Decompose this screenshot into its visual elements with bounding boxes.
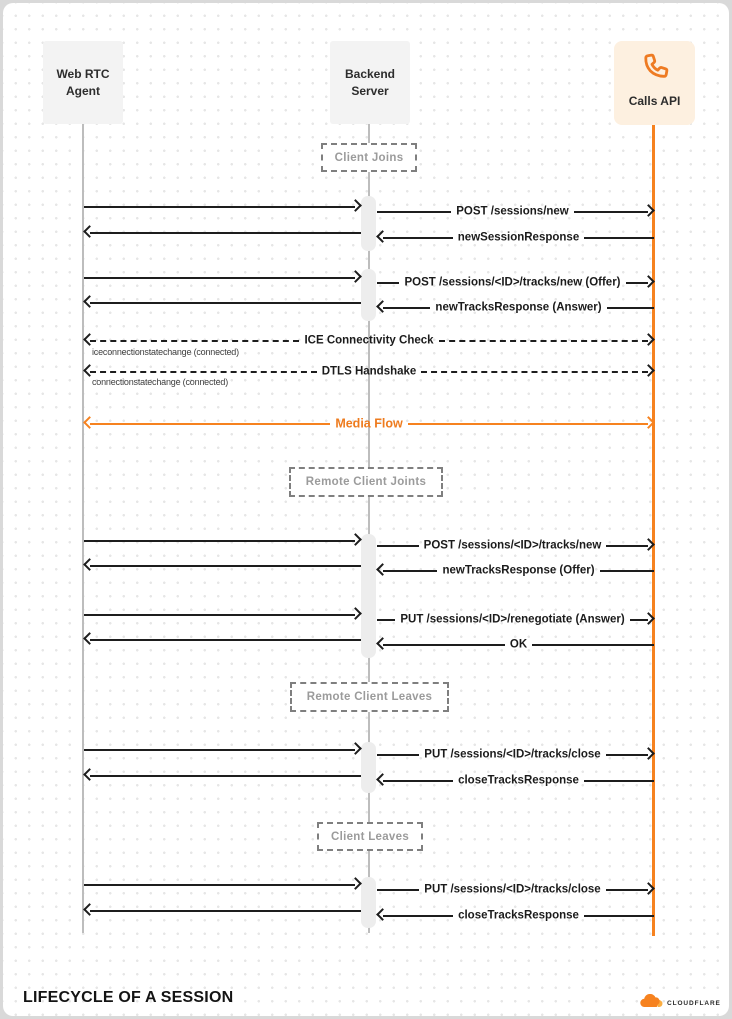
arrow-backend-to-web: [84, 632, 361, 648]
arrowhead-left-icon: [83, 416, 96, 429]
arrowhead-left-icon: [83, 632, 96, 645]
phase-label: Client Leaves: [330, 830, 410, 843]
message-label: POST /sessions/new: [456, 205, 569, 218]
phase-remote-client-leaves: [290, 682, 449, 712]
actor-label: Calls API: [628, 94, 681, 109]
arrow-post-tracks-new: [377, 538, 654, 554]
arrow-web-to-backend: [84, 533, 361, 549]
message-label: PUT /sessions/<ID>/renegotiate (Answer): [400, 613, 625, 626]
activation-bar: [361, 534, 376, 658]
message-label: ICE Connectivity Check: [304, 334, 434, 347]
phase-client-leaves: [317, 822, 423, 851]
activation-bar: [361, 742, 376, 793]
arrow-backend-to-web: [84, 558, 361, 574]
arrowhead-right-icon: [642, 333, 655, 346]
arrowhead-right-icon: [349, 270, 362, 283]
arrowhead-right-icon: [349, 742, 362, 755]
actor-backend-server: [330, 41, 410, 124]
arrow-backend-to-web: [84, 295, 361, 311]
arrow-backend-to-web: [84, 768, 361, 784]
cloudflare-logo: [640, 994, 721, 1013]
arrow-media-flow: [84, 416, 654, 432]
activation-bar: [361, 269, 376, 321]
arrow-close-tracks-response: [377, 908, 654, 924]
phone-icon: [639, 51, 671, 87]
arrow-put-renegotiate-answer: [377, 612, 654, 628]
arrow-backend-to-web: [84, 225, 361, 241]
arrow-ok: [377, 637, 654, 653]
arrow-web-to-backend: [84, 199, 361, 215]
arrowhead-right-icon: [642, 612, 655, 625]
arrowhead-right-icon: [642, 416, 655, 429]
phase-remote-client-joints: [289, 467, 443, 497]
diagram-canvas: [3, 3, 729, 1016]
cloudflare-cloud-icon: [640, 994, 664, 1013]
arrowhead-right-icon: [642, 538, 655, 551]
arrowhead-right-icon: [642, 204, 655, 217]
arrowhead-left-icon: [376, 563, 389, 576]
brand-name: CLOUDFLARE: [667, 1000, 721, 1007]
message-label: closeTracksResponse: [458, 774, 579, 787]
phase-label: Client Joins: [334, 151, 404, 164]
arrow-put-tracks-close: [377, 747, 654, 763]
arrow-close-tracks-response: [377, 773, 654, 789]
arrow-post-sessions-new: [377, 204, 654, 220]
arrow-web-to-backend: [84, 270, 361, 286]
message-label: closeTracksResponse: [458, 909, 579, 922]
connection-event-label: connectionstatechange (connected): [92, 377, 228, 387]
actor-calls-api: [614, 41, 695, 125]
arrowhead-left-icon: [376, 230, 389, 243]
message-label: POST /sessions/<ID>/tracks/new: [423, 539, 602, 552]
message-label: DTLS Handshake: [321, 365, 417, 378]
actor-web-rtc-agent: [43, 41, 123, 124]
arrowhead-left-icon: [83, 768, 96, 781]
arrowhead-left-icon: [376, 773, 389, 786]
message-label: PUT /sessions/<ID>/tracks/close: [424, 748, 601, 761]
arrow-new-tracks-response-offer: [377, 563, 654, 579]
phase-client-joins: [321, 143, 417, 172]
actor-label: Web RTC Agent: [56, 67, 110, 98]
arrow-web-to-backend: [84, 742, 361, 758]
arrowhead-right-icon: [642, 747, 655, 760]
arrowhead-right-icon: [349, 533, 362, 546]
arrowhead-left-icon: [83, 364, 96, 377]
message-label: PUT /sessions/<ID>/tracks/close: [424, 883, 601, 896]
arrow-new-tracks-response-answer: [377, 300, 654, 316]
message-label: POST /sessions/<ID>/tracks/new (Offer): [404, 276, 621, 289]
phase-label: Remote Client Joints: [305, 476, 427, 488]
arrow-new-session-response: [377, 230, 654, 246]
arrowhead-right-icon: [349, 877, 362, 890]
arrowhead-right-icon: [642, 882, 655, 895]
arrowhead-left-icon: [376, 300, 389, 313]
arrow-backend-to-web: [84, 903, 361, 919]
arrow-web-to-backend: [84, 877, 361, 893]
phase-label: Remote Client Leaves: [306, 691, 433, 703]
arrowhead-right-icon: [642, 364, 655, 377]
arrowhead-right-icon: [642, 275, 655, 288]
arrowhead-left-icon: [376, 637, 389, 650]
page-title: LIFECYCLE OF A SESSION: [23, 989, 234, 1006]
arrowhead-left-icon: [83, 333, 96, 346]
message-label: newTracksResponse (Offer): [442, 564, 595, 577]
message-label: newTracksResponse (Answer): [435, 301, 602, 314]
arrowhead-left-icon: [83, 295, 96, 308]
arrowhead-right-icon: [349, 607, 362, 620]
ice-event-label: iceconnectionstatechange (connected): [92, 347, 239, 357]
activation-bar: [361, 196, 376, 251]
lifeline-web-rtc-agent: [82, 124, 84, 933]
arrow-post-tracks-new-offer: [377, 275, 654, 291]
activation-bar: [361, 877, 376, 928]
arrowhead-left-icon: [83, 558, 96, 571]
arrow-put-tracks-close: [377, 882, 654, 898]
arrowhead-right-icon: [349, 199, 362, 212]
arrow-web-to-backend: [84, 607, 361, 623]
arrowhead-left-icon: [83, 903, 96, 916]
message-label: newSessionResponse: [457, 231, 580, 244]
message-label: OK: [509, 638, 528, 651]
arrowhead-left-icon: [376, 908, 389, 921]
arrowhead-left-icon: [83, 225, 96, 238]
message-label: Media Flow: [335, 416, 403, 431]
actor-label: Backend Server: [344, 67, 396, 98]
